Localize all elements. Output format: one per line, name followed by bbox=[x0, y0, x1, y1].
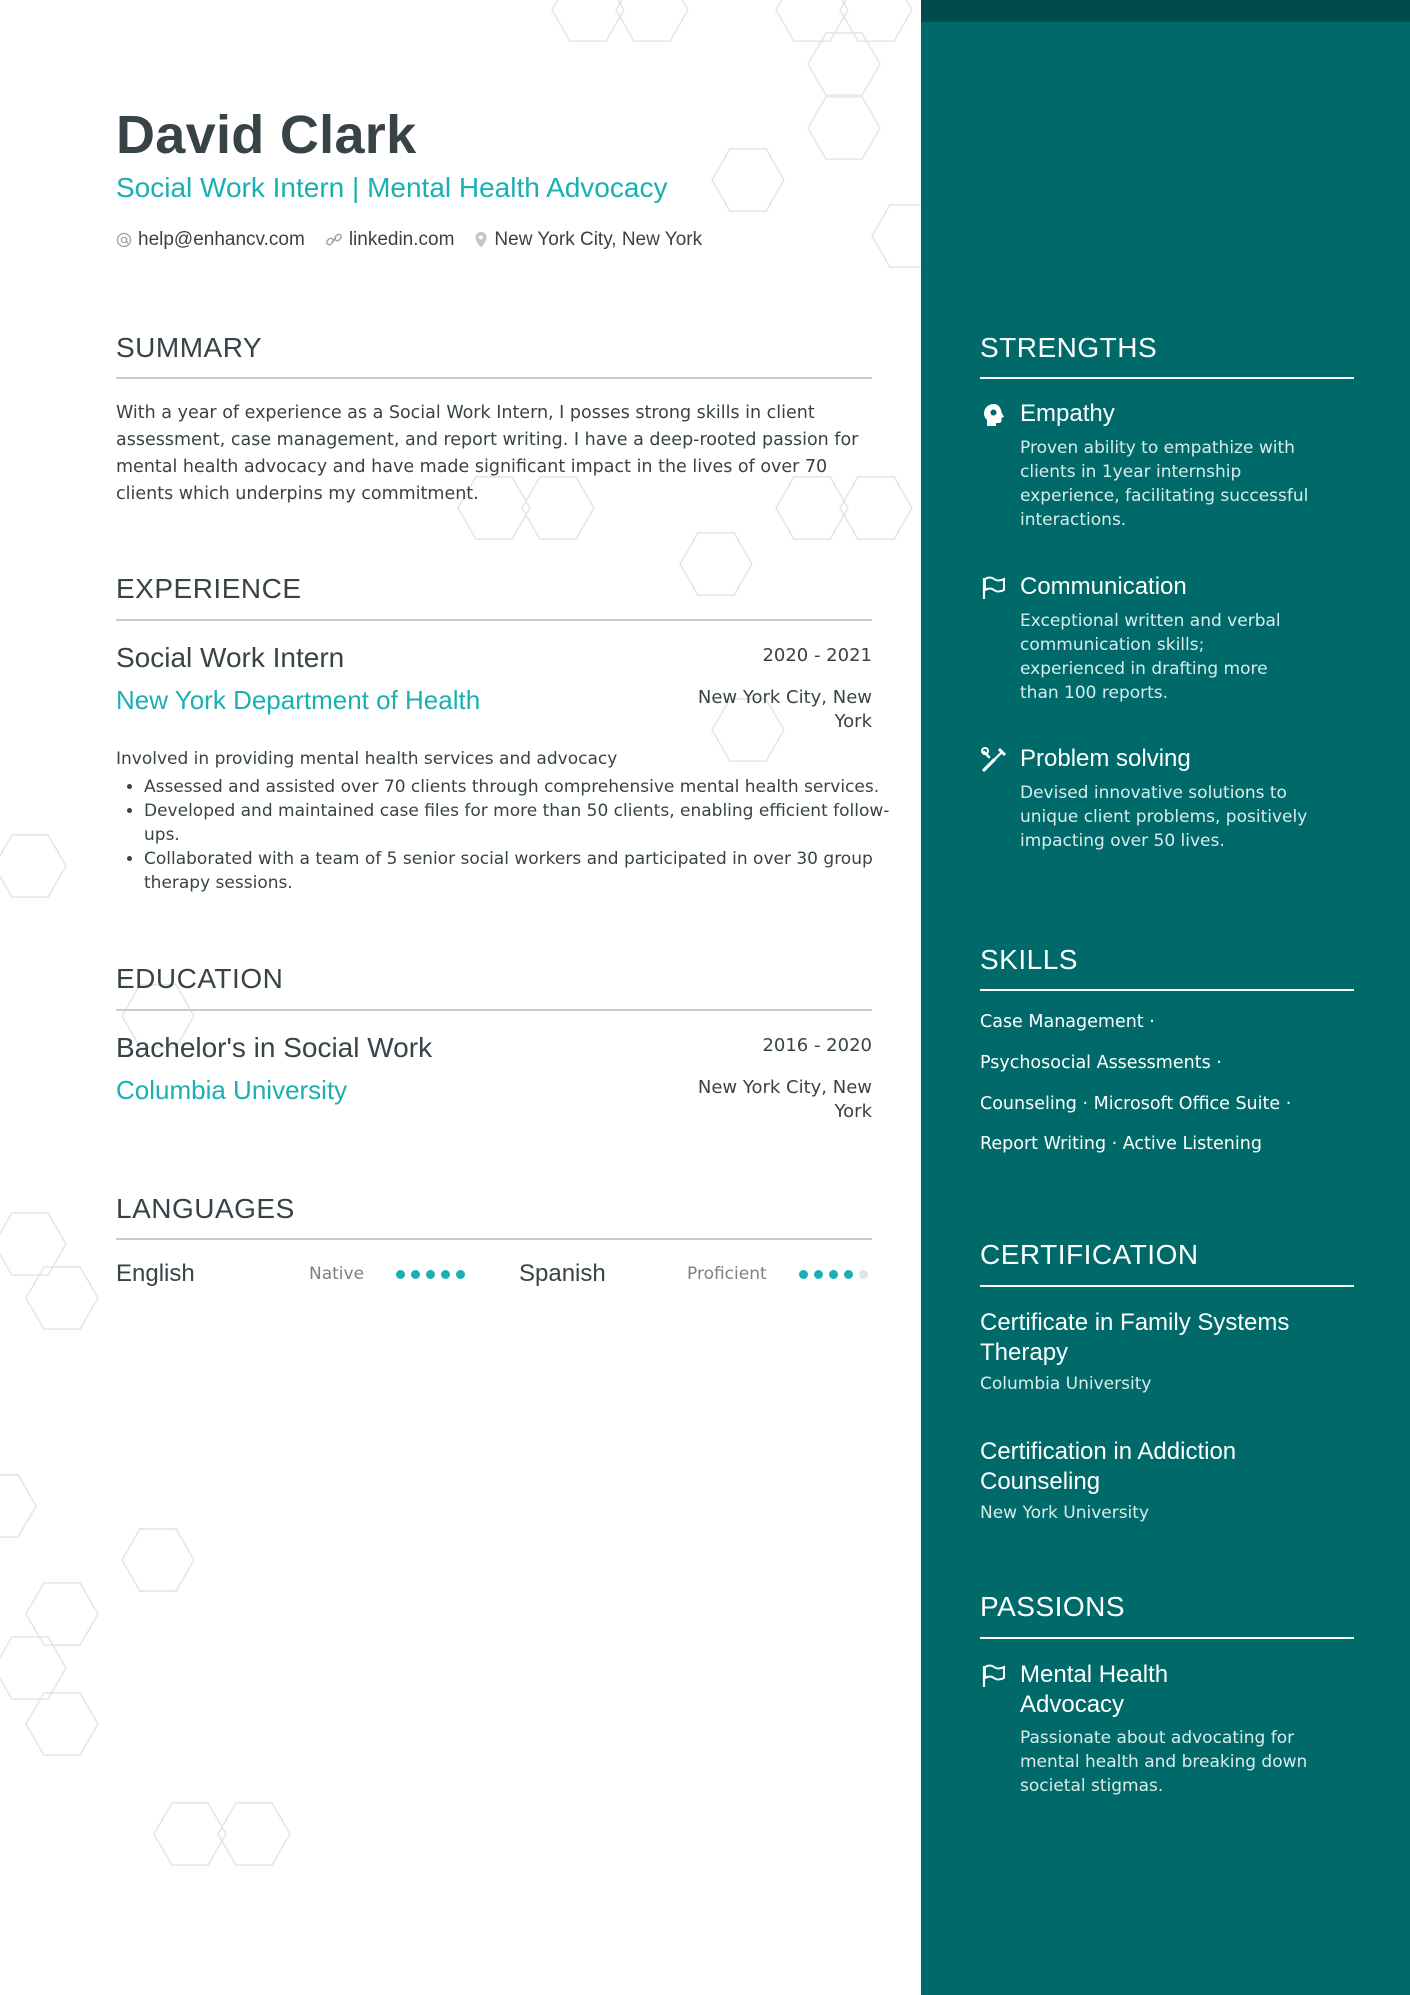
rating-dot-filled bbox=[814, 1270, 823, 1279]
decorative-hexagon bbox=[808, 97, 880, 159]
headline: Social Work Intern | Mental Health Advocacy bbox=[116, 172, 668, 203]
experience-heading: EXPERIENCE bbox=[116, 573, 302, 604]
languages-row bbox=[116, 1260, 872, 1290]
language-level: Native bbox=[309, 1264, 365, 1284]
strength-title: Communication bbox=[1020, 573, 1187, 600]
passion-description: Passionate about advocating for mental health and breaking down societal stigmas. bbox=[1020, 1728, 1308, 1796]
candidate-name: David Clark bbox=[116, 105, 417, 165]
certification-issuer: New York University bbox=[980, 1503, 1150, 1523]
language-name: Spanish bbox=[519, 1260, 606, 1287]
experience-divider bbox=[116, 619, 872, 621]
skills-line: Case Management · bbox=[980, 1012, 1155, 1032]
decorative-hexagon bbox=[552, 0, 624, 41]
education-degree: Bachelor's in Social Work bbox=[116, 1032, 433, 1063]
sidebar bbox=[921, 0, 1410, 1995]
decorative-hexagon bbox=[840, 0, 912, 41]
location-text: New York City, New York bbox=[494, 229, 703, 250]
decorative-hexagon bbox=[712, 149, 784, 211]
language-level: Proficient bbox=[687, 1264, 767, 1284]
rating-dot-filled bbox=[411, 1270, 420, 1279]
education-dates: 2016 - 2020 bbox=[762, 1035, 872, 1056]
strengths-heading: STRENGTHS bbox=[980, 332, 1158, 363]
head-icon bbox=[980, 401, 1008, 429]
flag-icon bbox=[980, 1662, 1008, 1690]
decorative-hexagon bbox=[808, 33, 880, 95]
rating-dot-filled bbox=[844, 1270, 853, 1279]
decorative-hexagon bbox=[0, 1475, 36, 1537]
strength-title: Problem solving bbox=[1020, 745, 1191, 772]
skills-line: Psychosocial Assessments · bbox=[980, 1053, 1222, 1073]
strength-description: Exceptional written and verbal communication skills; experienced in drafting more than 100 reports. bbox=[1020, 611, 1281, 703]
decorative-hexagon bbox=[218, 1803, 290, 1865]
flag-icon bbox=[980, 574, 1008, 602]
experience-location: New York City, New York bbox=[697, 687, 872, 732]
summary-heading: SUMMARY bbox=[116, 332, 263, 363]
education-heading: EDUCATION bbox=[116, 963, 284, 994]
strengths-divider bbox=[980, 377, 1354, 379]
passion-title: Mental Health Advocacy bbox=[1020, 1661, 1169, 1718]
contact-linkedin[interactable] bbox=[325, 229, 455, 251]
rating-dot-filled bbox=[396, 1270, 405, 1279]
link-icon bbox=[325, 232, 343, 248]
language-name: English bbox=[116, 1260, 195, 1287]
summary-divider bbox=[116, 377, 872, 379]
passions-heading: PASSIONS bbox=[980, 1591, 1126, 1622]
summary-text: With a year of experience as a Social Work Intern, I posses strong skills in client assessment, case management, and report writing. I have a deep-rooted passion for mental health advocacy and have made significant impact in the lives of over 70 clients which underpins my commitment. bbox=[116, 403, 859, 504]
decorative-hexagon bbox=[0, 835, 66, 897]
strength-title: Empathy bbox=[1020, 400, 1115, 427]
rating-dot-filled bbox=[799, 1270, 808, 1279]
certification-divider bbox=[980, 1285, 1354, 1287]
decorative-hexagon bbox=[26, 1267, 98, 1329]
decorative-hexagon bbox=[154, 1803, 226, 1865]
experience-company: New York Department of Health bbox=[116, 685, 481, 715]
rating-dot-filled bbox=[426, 1270, 435, 1279]
languages-heading: LANGUAGES bbox=[116, 1193, 295, 1224]
decorative-hexagon bbox=[872, 205, 921, 267]
sidebar-top-bar bbox=[921, 0, 1410, 22]
email-text: help@enhancv.com bbox=[138, 229, 305, 250]
experience-dates: 2020 - 2021 bbox=[762, 645, 872, 666]
experience-role: Social Work Intern bbox=[116, 642, 345, 673]
language-rating bbox=[396, 1270, 471, 1279]
certification-title: Certificate in Family Systems Therapy bbox=[980, 1309, 1290, 1366]
contact-email[interactable] bbox=[116, 229, 305, 251]
location-pin-icon bbox=[474, 231, 488, 249]
decorative-hexagon bbox=[0, 1213, 66, 1275]
decorative-hexagon bbox=[26, 1583, 98, 1645]
certification-heading: CERTIFICATION bbox=[980, 1239, 1199, 1270]
contact-info bbox=[116, 229, 722, 251]
strength-description: Proven ability to empathize with clients in 1year internship experience, facilitating successful interactions. bbox=[1020, 438, 1309, 530]
experience-intro: Involved in providing mental health services and advocacy bbox=[116, 749, 618, 769]
decorative-hexagon bbox=[616, 0, 688, 41]
decorative-hexagon bbox=[0, 1637, 66, 1699]
experience-bullet: • Developed and maintained case files for more than 50 clients, enabling efficient follow-ups. bbox=[144, 799, 900, 847]
experience-bullet: • Collaborated with a team of 5 senior social workers and participated in over 30 group therapy sessions. bbox=[144, 847, 900, 895]
skills-line: Report Writing · Active Listening bbox=[980, 1134, 1262, 1154]
experience-bullet: • Assessed and assisted over 70 clients through comprehensive mental health services. bbox=[144, 775, 900, 799]
passions-divider bbox=[980, 1637, 1354, 1639]
strength-description: Devised innovative solutions to unique client problems, positively impacting over 50 lives. bbox=[1020, 783, 1308, 851]
contact-location bbox=[474, 229, 702, 251]
language-rating bbox=[799, 1270, 874, 1279]
skills-heading: SKILLS bbox=[980, 944, 1078, 975]
languages-divider bbox=[116, 1238, 872, 1240]
education-location: New York City, New York bbox=[697, 1077, 872, 1122]
education-divider bbox=[116, 1009, 872, 1011]
at-icon bbox=[116, 232, 132, 248]
decorative-hexagon bbox=[26, 1693, 98, 1755]
linkedin-text: linkedin.com bbox=[348, 229, 455, 250]
rating-dot-empty bbox=[859, 1270, 868, 1279]
decorative-hexagon bbox=[122, 1529, 194, 1591]
rating-dot-filled bbox=[441, 1270, 450, 1279]
skills-divider bbox=[980, 989, 1354, 991]
experience-bullets bbox=[116, 775, 900, 895]
education-school: Columbia University bbox=[116, 1075, 348, 1105]
tools-icon bbox=[980, 746, 1008, 774]
rating-dot-filled bbox=[456, 1270, 465, 1279]
decorative-hexagon bbox=[776, 0, 848, 41]
certification-title: Certification in Addiction Counseling bbox=[980, 1438, 1237, 1495]
certification-issuer: Columbia University bbox=[980, 1374, 1152, 1394]
skills-line: Counseling · Microsoft Office Suite · bbox=[980, 1094, 1292, 1114]
rating-dot-filled bbox=[829, 1270, 838, 1279]
